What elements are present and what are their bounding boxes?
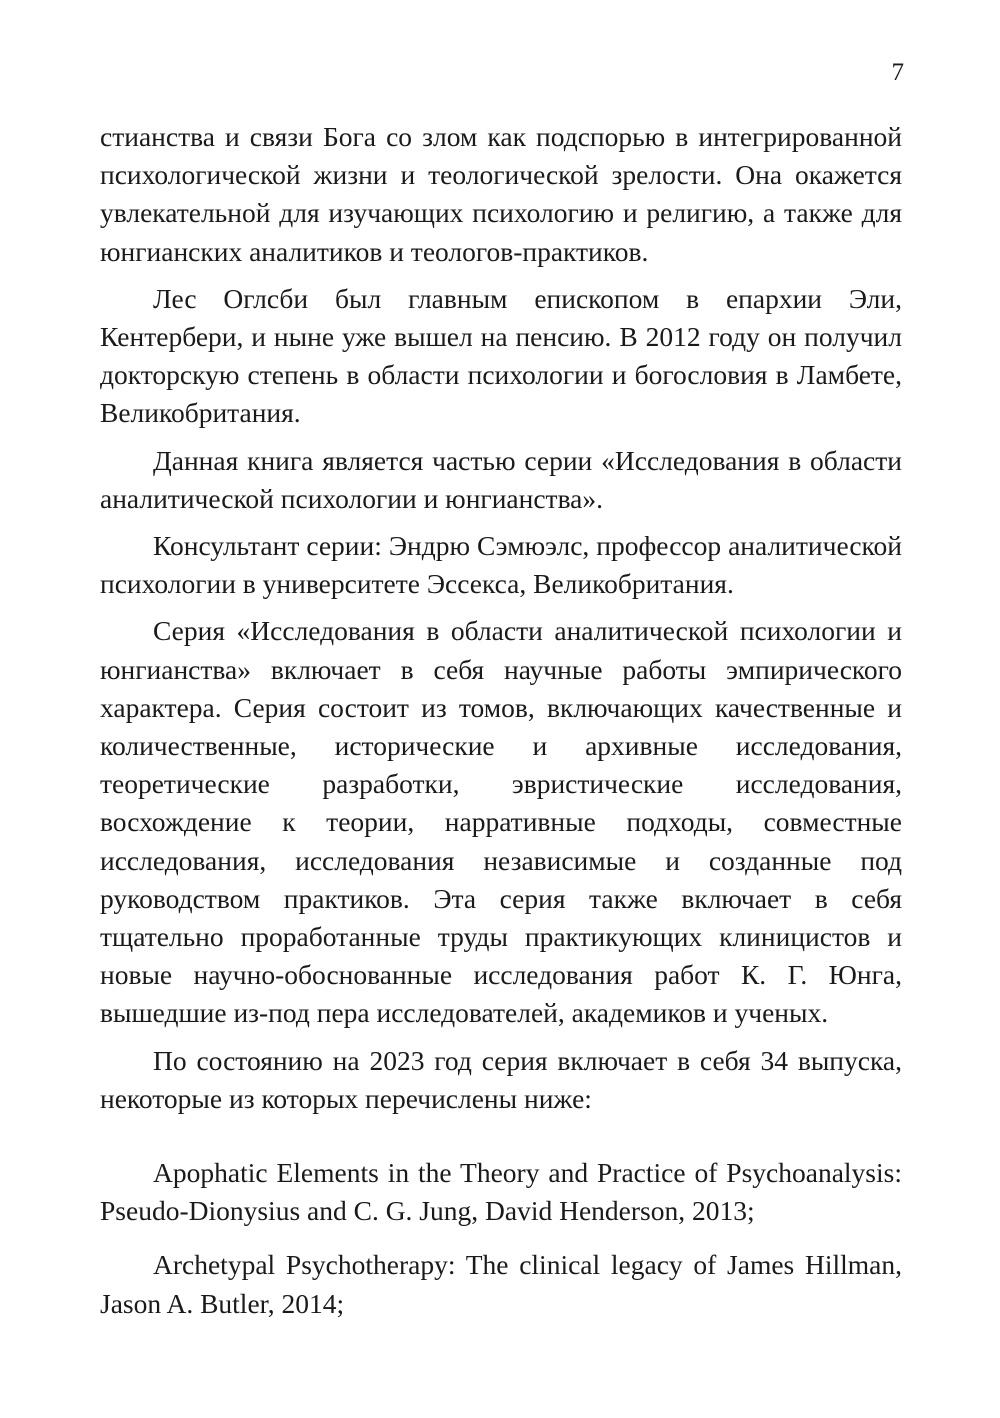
paragraph-continuation: стианства и связи Бога со злом как подспорью в интегрированной психологической жизни и теологической зрелости. Она окажется увлекательной для изучающих психологию и религию, а также для юнгианских аналитиков и теологов-практиков. bbox=[100, 121, 902, 267]
paragraph-author-bio: Лес Оглсби был главным епископом в епархии Эли, Кентербери, и ныне уже вышел на пенсию. В 2012 году он получил докторскую степень в области психологии и богословия в Ламбете, Великобритания. bbox=[100, 282, 902, 429]
body-text bbox=[100, 118, 902, 1339]
reference-item: Archetypal Psychotherapy: The clinical legacy of James Hillman, Jason A. Butler, 2014; bbox=[100, 1249, 902, 1319]
paragraph-series-consultant: Консультант серии: Эндрю Сэмюэлс, профессор аналитической психологии в университете Эссекса, Великобритания. bbox=[100, 530, 902, 600]
paragraph-series-description: Серия «Исследования в области аналитической психологии и юнгианства» включает в себя научные работы эмпирического характера. Серия состоит из томов, включающих качественные и количественные, исторические и архивные исследования, теоретические разработки, эвристические исследования, восхождение к теории, нарративные подходы, совместные исследования, исследования независимые и созданные под руководством практиков. Эта серия также включает в себя тщательно проработанные труды практикующих клиницистов и новые научно-обоснованные исследования работ К. Г. Юнга, вышедшие из-под пера исследователей, академиков и ученых. bbox=[100, 615, 902, 1029]
page-number: 7 bbox=[891, 59, 904, 86]
paragraph-series-count: По состоянию на 2023 год серия включает в себя 34 выпуска, некоторые из которых перечислены ниже: bbox=[100, 1044, 902, 1114]
section-spacer bbox=[100, 1127, 902, 1154]
reference-item: Apophatic Elements in the Theory and Practice of Psychoanalysis: Pseudo-Dionysius and C. G. Jung, David Henderson, 2013; bbox=[100, 1157, 902, 1227]
paragraph-series-membership: Данная книга является частью серии «Исследования в области аналитической психологии и юнгианства». bbox=[100, 444, 902, 514]
